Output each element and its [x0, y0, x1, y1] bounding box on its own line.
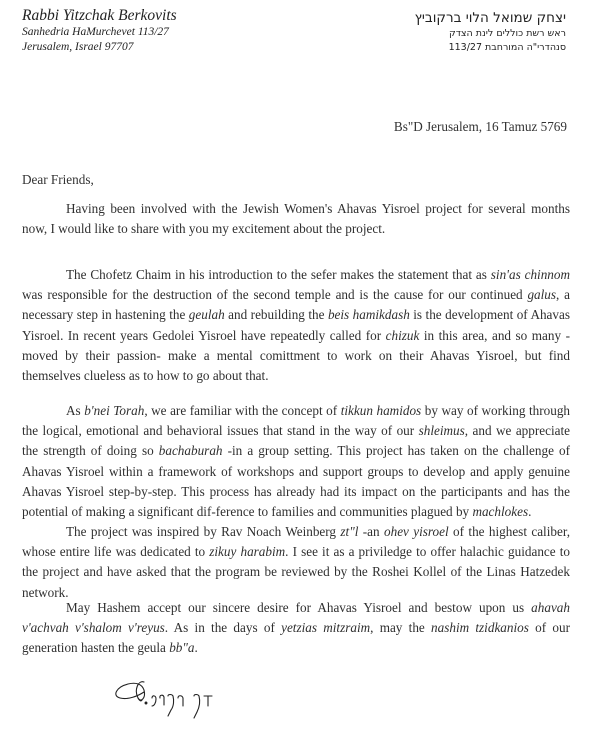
letterhead-hebrew-address: סנהדרי"ה המורחבת 113/27: [448, 42, 566, 53]
text-run: -an: [358, 524, 384, 539]
paragraph-1: [22, 199, 570, 239]
italic-term: shleimus: [418, 423, 465, 439]
letterhead-hebrew-title: ראש רשת כוללים לינת הצדק: [448, 28, 566, 39]
text-run: , a necessary step in hastening the: [22, 287, 570, 323]
text-run: was responsible for the destruction of the second temple and is the cause for our continued: [22, 287, 528, 303]
italic-term: nashim tzidkanios: [431, 620, 529, 636]
text-run: The Chofetz Chaim in his introduction to the sefer makes the statement that as: [66, 267, 491, 282]
letterhead-hebrew: [415, 9, 566, 55]
italic-term: galus: [527, 287, 557, 303]
text-run: As: [66, 403, 85, 418]
italic-term: tikkun hamidos: [340, 403, 422, 418]
text-run: is the development of Ahavas Yisroel. In recent years Gedolei Yisroel have repeatedly called for: [22, 307, 570, 343]
text-run: The project was inspired by Rav Noach Weinberg: [66, 524, 341, 539]
text-run: in this area, and so many -moved by their passion- make a mental comittment to work on their Ahavas Yisroel, but find themselves clueless as to how to go about that.: [22, 327, 570, 384]
italic-term: ahavah v'achvah v'shalom v'reyus: [22, 600, 570, 636]
italic-term: chizuk: [385, 327, 420, 343]
salutation: Dear Friends,: [22, 172, 94, 187]
italic-term: geulah: [188, 307, 225, 323]
text-run: .: [194, 640, 198, 656]
paragraph-text: [22, 522, 570, 603]
paragraph-text: [22, 199, 570, 239]
text-run: . I see it as a priviledge to offer halachic guidance to the project and have asked that the program be reviewed by the Roshei Kollel of the Linas Hatzedek network.: [22, 544, 570, 600]
italic-term: sin'as chinnom: [490, 267, 571, 282]
italic-term: bachaburah: [158, 443, 223, 459]
text-run: of the highest caliber, whose entire life was dedicated to: [22, 524, 570, 560]
paragraph-5: [22, 598, 570, 659]
text-run: . As in the days of: [164, 620, 282, 636]
text-run: of our generation hasten the geula: [22, 620, 570, 656]
paragraph-text: [22, 401, 570, 522]
text-run: , and we appreciate the strength of doing so: [22, 423, 571, 459]
text-run: and rebuilding the: [224, 307, 328, 323]
text-run: by way of working through the logical, emotional and behavioral issues that stand in the way of our: [22, 403, 571, 439]
text-run: , may the: [370, 620, 432, 636]
text-run: .: [528, 504, 532, 520]
paragraph-text: [22, 598, 570, 659]
italic-term: ohev yisroel: [384, 524, 449, 539]
text-run: -in a group setting. This project has taken on the challenge of Ahavas Yisroel within a framework of workshops and support groups to develop and apply genuine Ahavas Yisroel step-by-step. This process has already had its impact on the participants and has the potential of making a significant dif-ference to families and communities plagued by: [22, 443, 570, 520]
paragraph-text: [22, 265, 570, 386]
date-line: Bs"D Jerusalem, 16 Tamuz 5769: [393, 119, 567, 134]
text-run: Having been involved with the Jewish Women's Ahavas Yisroel project for several months now, I would like to share with you my excitement about the project.: [22, 201, 570, 237]
italic-term: bb"a: [169, 640, 195, 656]
text-run: May Hashem accept our sincere desire for Ahavas Yisroel and bestow upon us: [66, 600, 532, 615]
paragraph-3: [22, 401, 570, 522]
paragraph-4: [22, 522, 570, 603]
italic-term: machlokes: [472, 504, 529, 520]
italic-term: beis hamikdash: [327, 307, 410, 323]
letterhead-address-line2: Jerusalem, Israel 97707: [22, 41, 134, 53]
italic-term: yetzias mitzraim: [281, 620, 371, 636]
italic-term: zikuy harabim: [209, 544, 286, 560]
letterhead-hebrew-name: יצחק שמואל הלוי ברקוביץ: [414, 10, 566, 26]
letterhead-address-line1: Sanhedria HaMurchevet 113/27: [22, 26, 169, 38]
handwritten-signature: [108, 676, 218, 736]
text-run: , we are familiar with the concept of: [144, 403, 341, 418]
italic-term: zt"l: [340, 524, 359, 539]
letterhead-english: [22, 6, 177, 55]
italic-term: b'nei Torah: [84, 403, 145, 418]
letterhead-name: Rabbi Yitzchak Berkovits: [22, 7, 177, 24]
paragraph-2: [22, 265, 570, 386]
